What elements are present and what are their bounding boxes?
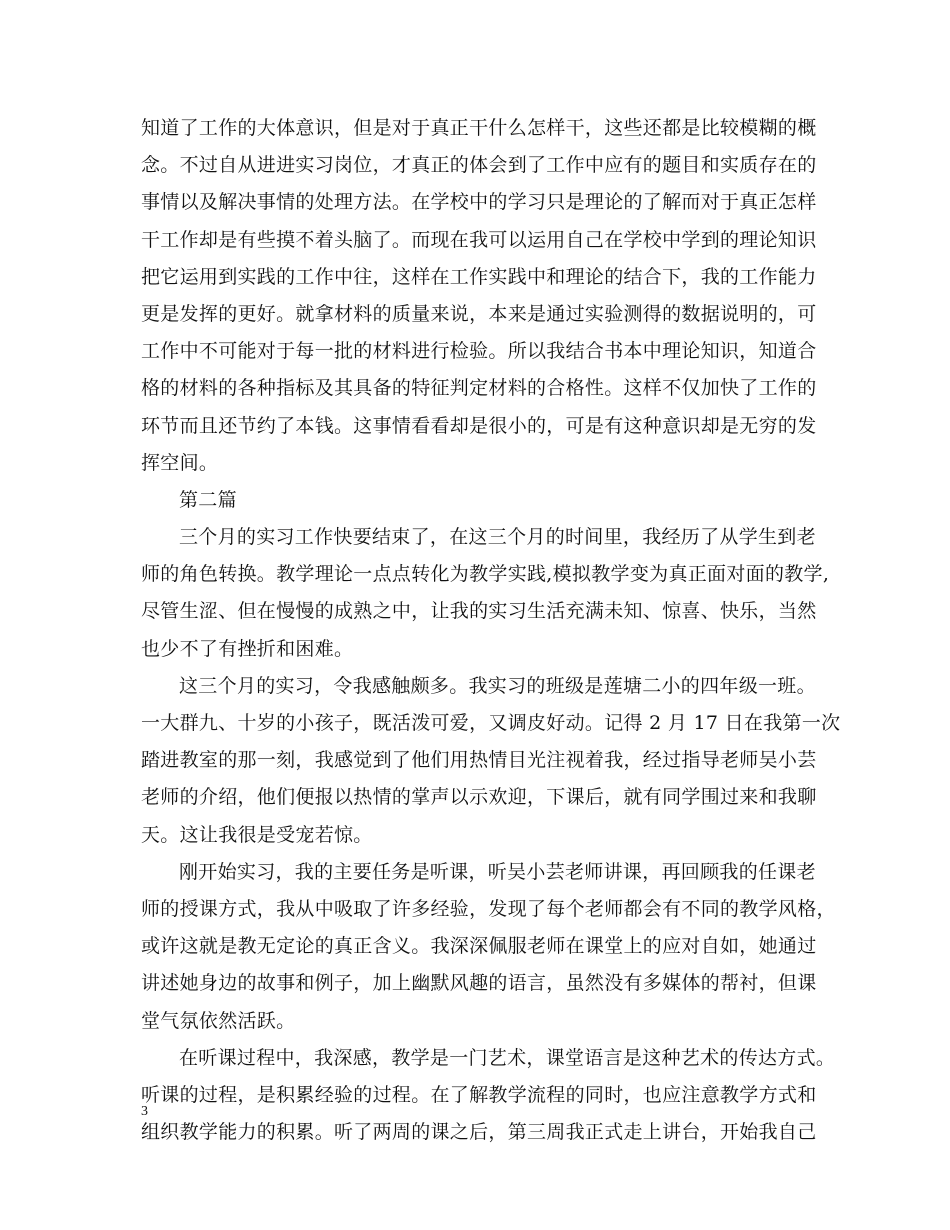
body-text <box>141 110 841 1151</box>
text-line: 师的授课方式，我从中吸取了许多经验，发现了每个老师都会有不同的教学风格， <box>141 897 836 920</box>
text-line: 在听课过程中，我深感，教学是一门艺术，课堂语言是这种艺术的传达方式。 <box>179 1046 836 1069</box>
text-line: 干工作却是有些摸不着头脑了。而现在我可以运用自己在学校中学到的理论知识 <box>141 228 817 251</box>
text-line: 老师的介绍，他们便报以热情的掌声以示欢迎，下课后，就有同学围过来和我聊 <box>141 786 817 809</box>
text-line: 这三个月的实习，令我感触颇多。我实习的班级是莲塘二小的四年级一班。 <box>179 674 816 697</box>
text-line: 听课的过程，是积累经验的过程。在了解教学流程的同时，也应注意教学方式和 <box>141 1083 817 1106</box>
text-line: 也少不了有挫折和困难。 <box>141 637 354 660</box>
text-line: 更是发挥的更好。就拿材料的质量来说，本来是通过实验测得的数据说明的，可 <box>141 302 817 325</box>
text-line: 一大群九、十岁的小孩子，既活泼可爱，又调皮好动。记得 2 月 17 日在我第一次 <box>141 712 841 734</box>
text-line: 格的材料的各种指标及其具备的特征判定材料的合格性。这样不仅加快了工作的 <box>141 377 817 400</box>
text-line: 堂气氛依然活跃。 <box>141 1009 296 1032</box>
text-line: 第二篇 <box>179 488 237 511</box>
text-line: 刚开始实习，我的主要任务是听课，听吴小芸老师讲课，再回顾我的任课老 <box>179 860 816 883</box>
text-line: 挥空间。 <box>141 451 219 474</box>
text-line: 尽管生涩、但在慢慢的成熟之中，让我的实习生活充满未知、惊喜、快乐，当然 <box>141 600 817 623</box>
text-line: 三个月的实习工作快要结束了，在这三个月的时间里，我经历了从学生到老 <box>179 526 816 549</box>
text-line: 把它运用到实践的工作中往，这样在工作实践中和理论的结合下，我的工作能力 <box>141 265 817 288</box>
text-line: 天。这让我很是受宠若惊。 <box>141 823 373 846</box>
text-line: 知道了工作的大体意识，但是对于真正干什么怎样干，这些还都是比较模糊的概 <box>141 117 817 139</box>
text-line: 或许这就是教无定论的真正含义。我深深佩服老师在课堂上的应对自如，她通过 <box>141 935 817 958</box>
text-line: 踏进教室的那一刻，我感觉到了他们用热情目光注视着我，经过指导老师吴小芸 <box>141 749 817 772</box>
text-line: 组织教学能力的积累。听了两周的课之后，第三周我正式走上讲台，开始我自己 <box>141 1121 817 1144</box>
text-line: 事情以及解决事情的处理方法。在学校中的学习只是理论的了解而对于真正怎样 <box>141 191 817 214</box>
page-number: 3 <box>141 1104 148 1119</box>
text-line: 讲述她身边的故事和例子，加上幽默风趣的语言，虽然没有多媒体的帮衬，但课 <box>141 972 817 995</box>
text-line: 师的角色转换。教学理论一点点转化为教学实践,模拟教学变为真正面对面的教学, <box>141 563 830 586</box>
text-line: 念。不过自从进进实习岗位，才真正的体会到了工作中应有的题目和实质存在的 <box>141 154 817 177</box>
text-line: 环节而且还节约了本钱。这事情看看却是很小的，可是有这种意识却是无穷的发 <box>141 414 817 437</box>
text-line: 工作中不可能对于每一批的材料进行检验。所以我结合书本中理论知识，知道合 <box>141 340 817 363</box>
